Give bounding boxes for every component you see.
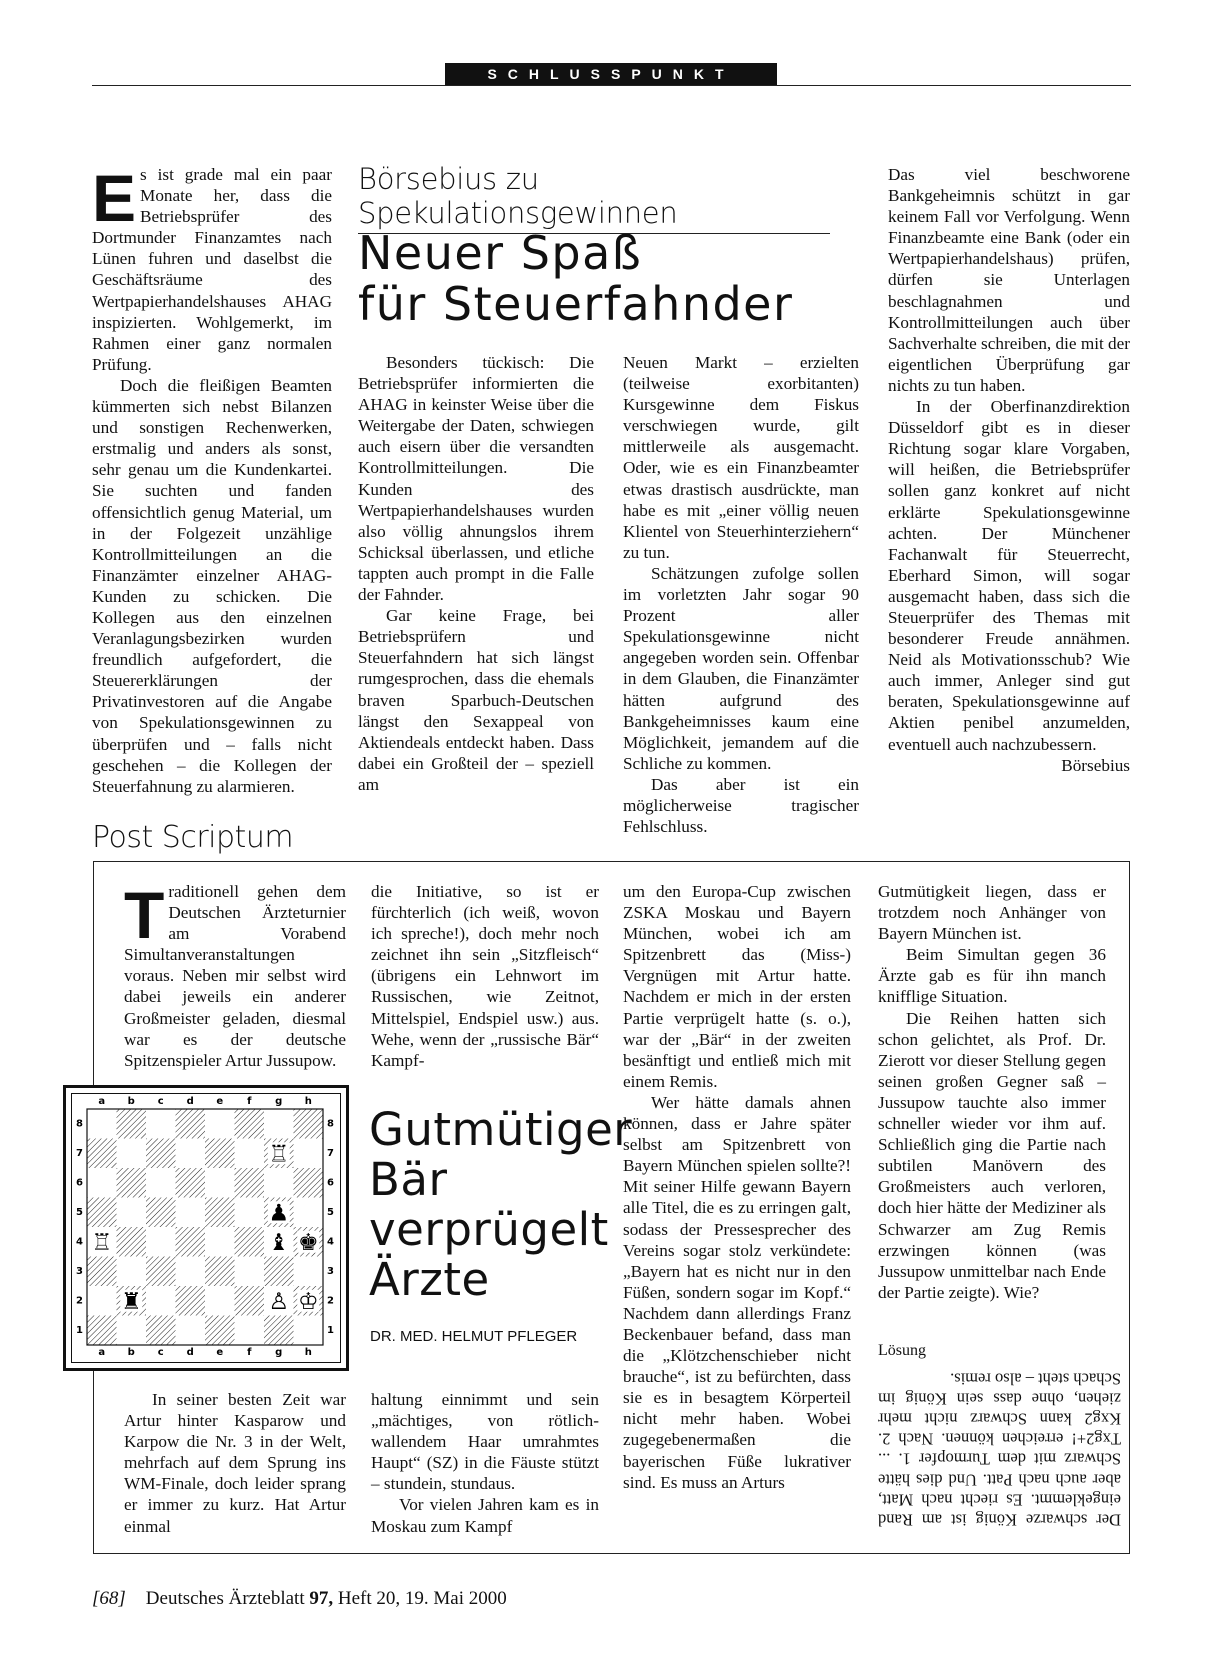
journal-name: Deutsches Ärzteblatt <box>145 1588 305 1609</box>
file-label: a <box>98 1096 106 1107</box>
drop-cap: T <box>124 878 165 952</box>
chess-square <box>146 1257 176 1287</box>
paragraph: In seiner besten Zeit war Artur hinter Kasparow und Karpow die Nr. 3 in der Welt, mehrfach auf dem Sprung ins WM-Finale, doch leider sprang er immer zu kurz. Hat Artur einmal <box>124 1390 346 1536</box>
chess-square <box>294 1316 324 1346</box>
article-kicker: Börsebius zu Spekulationsgewinnen <box>358 162 830 234</box>
chess-square <box>264 1109 294 1139</box>
paragraph: die Initiative, so ist er fürchterlich (ich weiß, wovon ich spreche!), doch mehr noch zeichnet ihn sein „Sitzfleisch“ (übrigens ein Lehnwort im Russischen, wie Zeitnot, Mittelspiel, Endspiel usw.) aus. Wehe, wenn der „russische Bär“ Kampf- <box>371 882 599 1070</box>
chess-square <box>205 1257 235 1287</box>
volume-number: 97, <box>309 1588 334 1609</box>
rank-label: 4 <box>76 1236 83 1248</box>
paragraph: Vor vielen Jahren kam es in Moskau zum Kampf <box>371 1495 599 1536</box>
file-label: d <box>186 1347 194 1358</box>
chess-square <box>235 1257 265 1287</box>
post-scriptum-title: Post Scriptum <box>92 820 294 855</box>
chess-piece-icon: ♙ <box>268 1288 290 1315</box>
page-footer <box>92 1588 507 1610</box>
chess-square <box>87 1109 117 1139</box>
chess-square <box>146 1168 176 1198</box>
chess-square <box>235 1316 265 1346</box>
file-label: h <box>304 1347 312 1358</box>
chess-square <box>87 1286 117 1316</box>
article-column-4 <box>888 164 1130 776</box>
chess-square <box>294 1109 324 1139</box>
ps-column-3 <box>623 881 851 1493</box>
chess-square <box>176 1198 206 1228</box>
chess-square <box>205 1109 235 1139</box>
chess-square <box>117 1139 147 1169</box>
file-label: b <box>127 1096 135 1107</box>
chess-diagram <box>63 1085 349 1371</box>
drop-cap: E <box>92 161 137 235</box>
file-label: f <box>247 1096 252 1107</box>
rank-label: 1 <box>76 1324 83 1336</box>
file-label: c <box>157 1096 164 1107</box>
chess-square <box>176 1316 206 1346</box>
chess-square <box>205 1198 235 1228</box>
chess-square <box>235 1139 265 1169</box>
paragraph: raditionell gehen dem Deutschen Ärzteturnier am Vorabend Simultanveranstaltungen voraus. Neben mir selbst wird dabei jeweils ein anderer Großmeister geladen, diesmal war es der deutsche Spitzenspieler Artur Jussupow. <box>124 882 346 1070</box>
author-byline: DR. MED. HELMUT PFLEGER <box>370 1328 578 1345</box>
chess-piece-icon: ♟ <box>268 1200 290 1227</box>
chess-square <box>87 1257 117 1287</box>
chess-square <box>176 1168 206 1198</box>
chess-square <box>176 1227 206 1257</box>
paragraph: Wer hätte damals ahnen können, dass er Jahre später selbst am Spitzenbrett von Bayern München spielen sollte?! Mit seiner Hilfe gewann Bayern alle Titel, die es zu erringen galt, sodass der Pressesprecher des Vereins sogar stolz verkündete: „Bayern hat es nicht nur in den Füßen, sondern sogar im Kopf.“ Nachdem dann allerdings Franz Beckenbauer befand, dass man die „Klötzchenschieber nicht brauche“, ist zu befürchten, dass sie es in besagtem Körperteil nicht mehr haben. Wobei zugegebenermaßen die bayerischen Füße lukrativer sind. Es muss an Arturs <box>623 1092 851 1492</box>
chess-square <box>264 1168 294 1198</box>
page-number: [68] <box>92 1588 126 1609</box>
chess-piece-icon: ♜ <box>120 1288 142 1315</box>
chess-square <box>146 1139 176 1169</box>
chess-square <box>146 1286 176 1316</box>
paragraph: Doch die fleißigen Beamten kümmerten sich nebst Bilanzen und sonstigen Rechenwerken, erstmalig und anders als sonst, sehr genau um die Kundenkartei. Sie suchten und fanden offensichtlich genug Material, um in der Folgezeit unzählige Kontrollmitteilungen an die Finanzämter einzelner AHAG-Kunden zu schicken. Die Kollegen aus den einzelnen Veranlagungsbezirken wurden freundlich aufgefordert, die Steuererklärungen der Privatinvestoren auf die Angabe von Spekulationsgewinnen zu überprüfen und – falls nicht geschehen – die Kollegen der Steuerfahnung zu alarmieren. <box>92 375 332 796</box>
chess-square <box>146 1316 176 1346</box>
chess-square <box>235 1109 265 1139</box>
chess-square <box>176 1139 206 1169</box>
chess-square <box>117 1198 147 1228</box>
rank-label: 2 <box>76 1295 83 1307</box>
chess-square <box>87 1168 117 1198</box>
chess-square <box>176 1286 206 1316</box>
article-column-2 <box>358 352 594 795</box>
chess-square <box>117 1227 147 1257</box>
chess-square <box>87 1316 117 1346</box>
ps-column-2-bottom <box>371 1389 599 1537</box>
solution-text-upside-down: Der schwarze König ist am Rand eingeklemmt. Es riecht nach Matt, aber auch nach Patt. Und dies hätte Schwarz mit dem Turmopfer 1. ... Txg2+! erreichen können. Nach 2. Kxg2 kann Schwarz nicht mehr ziehen, ohne dass sein König im Schach steht – also remis. <box>878 1369 1121 1530</box>
paragraph: Schätzungen zufolge sollen im vorletzten Jahr sogar 90 Prozent aller Spekulationsgewinne nicht angegeben worden sein. Offenbar in dem Glauben, die Finanzämter hätten aufgrund des Bankgeheimnisses kaum eine Möglichkeit, jemandem auf die Schliche zu kommen. <box>623 563 859 773</box>
chess-square <box>117 1168 147 1198</box>
chess-piece-icon: ♖ <box>268 1141 290 1168</box>
rank-label: 7 <box>76 1147 83 1159</box>
file-label: e <box>216 1347 224 1358</box>
file-label: g <box>275 1347 283 1358</box>
chess-square <box>235 1198 265 1228</box>
paragraph: Beim Simultan gegen 36 Ärzte gab es für ihn manch knifflige Situation. <box>878 945 1106 1007</box>
paragraph: Die Reihen hatten sich schon gelichtet, als Prof. Dr. Zierott vor dieser Stellung gegen seinen großen Gegner saß – Jussupow tauchte also immer schneller wieder vor ihm auf. Schließlich ging die Partie nach subtilen Manövern des Großmeisters auch verloren, doch hier hätte der Mediziner als Schwarzer am Zug Remis erzwingen können (was Jussupow unmittelbar nach Ende der Partie zeigte). Wie? <box>878 1008 1106 1302</box>
chess-square <box>294 1198 324 1228</box>
chess-square <box>235 1286 265 1316</box>
chess-square <box>87 1198 117 1228</box>
chess-square <box>264 1257 294 1287</box>
rank-label: 3 <box>327 1265 334 1277</box>
chess-square <box>146 1227 176 1257</box>
chess-square <box>235 1168 265 1198</box>
paragraph: haltung einnimmt und sein „mächtiges, von rötlich-wallendem Haar umrahmtes Haupt“ (SZ) in die Fäuste stützt – stundein, stundaus. <box>371 1390 599 1494</box>
chess-piece-icon: ♔ <box>297 1288 319 1315</box>
chess-square <box>117 1257 147 1287</box>
top-rule <box>92 85 1131 86</box>
paragraph: Neuen Markt – erzielten (teilweise exorbitanten) Kursgewinne dem Fiskus verschwiegen wurde, gilt mittlerweile als ausgemacht. Oder, wie es ein Finanzbeamter etwas drastisch ausdrückte, man habe es mit „einer völlig neuen Klientel von Steuerhinterziehern“ zu tun. <box>623 353 859 562</box>
chess-square <box>176 1109 206 1139</box>
chess-square <box>205 1286 235 1316</box>
rank-label: 5 <box>327 1206 334 1218</box>
file-label: a <box>98 1347 106 1358</box>
paragraph: Das viel beschworene Bankgeheimnis schützt in gar keinem Fall vor Verfolgung. Wenn Finanzbeamte eine Bank (oder ein Wertpapierhandelshaus) prüfen, dürfen sie Unterlagen beschlagnahmen und Kontrollmitteilungen auch über Sachverhalte schreiben, die mit der eigentlichen Überprüfung gar nichts zu tun haben. <box>888 165 1130 395</box>
headline-line: Neuer Spaß <box>358 226 643 280</box>
chess-square <box>294 1168 324 1198</box>
solution-label: Lösung <box>878 1342 926 1359</box>
headline-line: Bär <box>369 1153 448 1206</box>
file-label: b <box>127 1347 135 1358</box>
rank-label: 3 <box>76 1265 83 1277</box>
chess-square <box>205 1139 235 1169</box>
chess-square <box>205 1227 235 1257</box>
chess-piece-icon: ♚ <box>297 1229 319 1256</box>
chess-square <box>146 1198 176 1228</box>
rank-label: 6 <box>327 1177 334 1189</box>
chess-square <box>294 1257 324 1287</box>
headline-line: Gutmütiger <box>369 1103 633 1156</box>
file-label: g <box>275 1096 283 1107</box>
ps-column-4 <box>878 881 1106 1303</box>
chess-square <box>235 1227 265 1257</box>
issue-date: Heft 20, 19. Mai 2000 <box>337 1588 507 1609</box>
ps-column-1-bottom <box>124 1389 346 1537</box>
paragraph: Gar keine Frage, bei Betriebsprüfern und Steuerfahndern hat sich längst rumgesprochen, dass die ehemals braven Sparbuch-Deutschen längst den Sexappeal von Aktiendeals entdeckt haben. Dass dabei ein Großteil der – speziell am <box>358 606 594 794</box>
paragraph: Besonders tückisch: Die Betriebsprüfer informierten die AHAG in keinster Weise über die Weitergabe der Daten, schwiegen auch eisern über die versandten Kontrollmitteilungen. Die Kunden des Wertpapierhandelshauses wurden also völlig ahnungslos ihrem Schicksal überlassen, und etliche tappten auch prompt in die Falle der Fahnder. <box>358 353 594 605</box>
paragraph: Gutmütigkeit liegen, dass er trotzdem noch Anhänger von Bayern München ist. <box>878 882 1106 944</box>
chess-square <box>117 1316 147 1346</box>
chess-square <box>146 1109 176 1139</box>
article-headline <box>358 228 838 330</box>
chess-square <box>205 1316 235 1346</box>
chess-board <box>71 1093 341 1363</box>
chess-square <box>176 1257 206 1287</box>
rank-label: 1 <box>327 1324 334 1336</box>
article-column-3 <box>623 352 859 837</box>
paragraph: s ist grade mal ein paar Monate her, dass die Betriebsprüfer des Dortmunder Finanzamtes nach Lünen fuhren und daselbst die Geschäftsräume des Wertpapierhandelshauses AHAG inspizierten. Wohlgemerkt, im Rahmen einer ganz normalen Prüfung. <box>92 165 332 374</box>
headline-line: für Steuerfahnder <box>358 277 794 331</box>
rank-label: 8 <box>327 1118 334 1130</box>
ps-column-1-top <box>124 878 346 1071</box>
file-label: h <box>304 1096 312 1107</box>
paragraph: Das aber ist ein möglicherweise tragischer Fehlschluss. <box>623 774 859 837</box>
ps-headline <box>369 1103 633 1306</box>
paragraph: In der Oberfinanzdirektion Düsseldorf gibt es in dieser Richtung sogar klare Vorgaben, will heißen, die Betriebsprüfer sollen ganz konkret auf nicht erklärte Spekulationsgewinne achten. Der Münchener Fachanwalt für Steuerrecht, Eberhard Simon, will sogar ausgemacht haben, dass sich die Steuerprüfer des Themas mit besonderer Freude annähmen. Neid als Motivationsschub? Wie auch immer, Anleger sind gut beraten, Spekulationsgewinne auf Aktien penibel anzumelden, eventuell auch nachzubessern. <box>888 397 1130 754</box>
chess-square <box>87 1139 117 1169</box>
ps-column-2-top <box>371 881 599 1071</box>
paragraph: um den Europa-Cup zwischen ZSKA Moskau und Bayern München, wobei ich am Spitzenbrett das (Miss-) Vergnügen mit Artur hatte. Nachdem er mich in der ersten Partie verprügelt hatte (s. o.), war der „Bär“ in der zweiten besänftigt und entließ mich mit einem Remis. <box>623 882 851 1091</box>
chess-square <box>294 1139 324 1169</box>
section-label: SCHLUSSPUNKT <box>445 63 777 85</box>
rank-label: 6 <box>76 1177 83 1189</box>
chess-board-graphic <box>72 1094 345 1367</box>
rank-label: 4 <box>327 1236 334 1248</box>
file-label: e <box>216 1096 224 1107</box>
file-label: d <box>186 1096 194 1107</box>
file-label: f <box>247 1347 252 1358</box>
signature: Börsebius <box>1061 755 1130 775</box>
chess-square <box>205 1168 235 1198</box>
rank-label: 8 <box>76 1118 83 1130</box>
chess-square <box>117 1109 147 1139</box>
chess-piece-icon: ♝ <box>268 1229 290 1256</box>
headline-line: Ärzte <box>369 1253 490 1306</box>
rank-label: 5 <box>76 1206 83 1218</box>
chess-square <box>264 1316 294 1346</box>
file-label: c <box>157 1347 164 1358</box>
rank-label: 2 <box>327 1295 334 1307</box>
headline-line: verprügelt <box>369 1203 609 1256</box>
chess-piece-icon: ♖ <box>91 1229 113 1256</box>
rank-label: 7 <box>327 1147 334 1159</box>
article-column-1 <box>92 161 332 797</box>
